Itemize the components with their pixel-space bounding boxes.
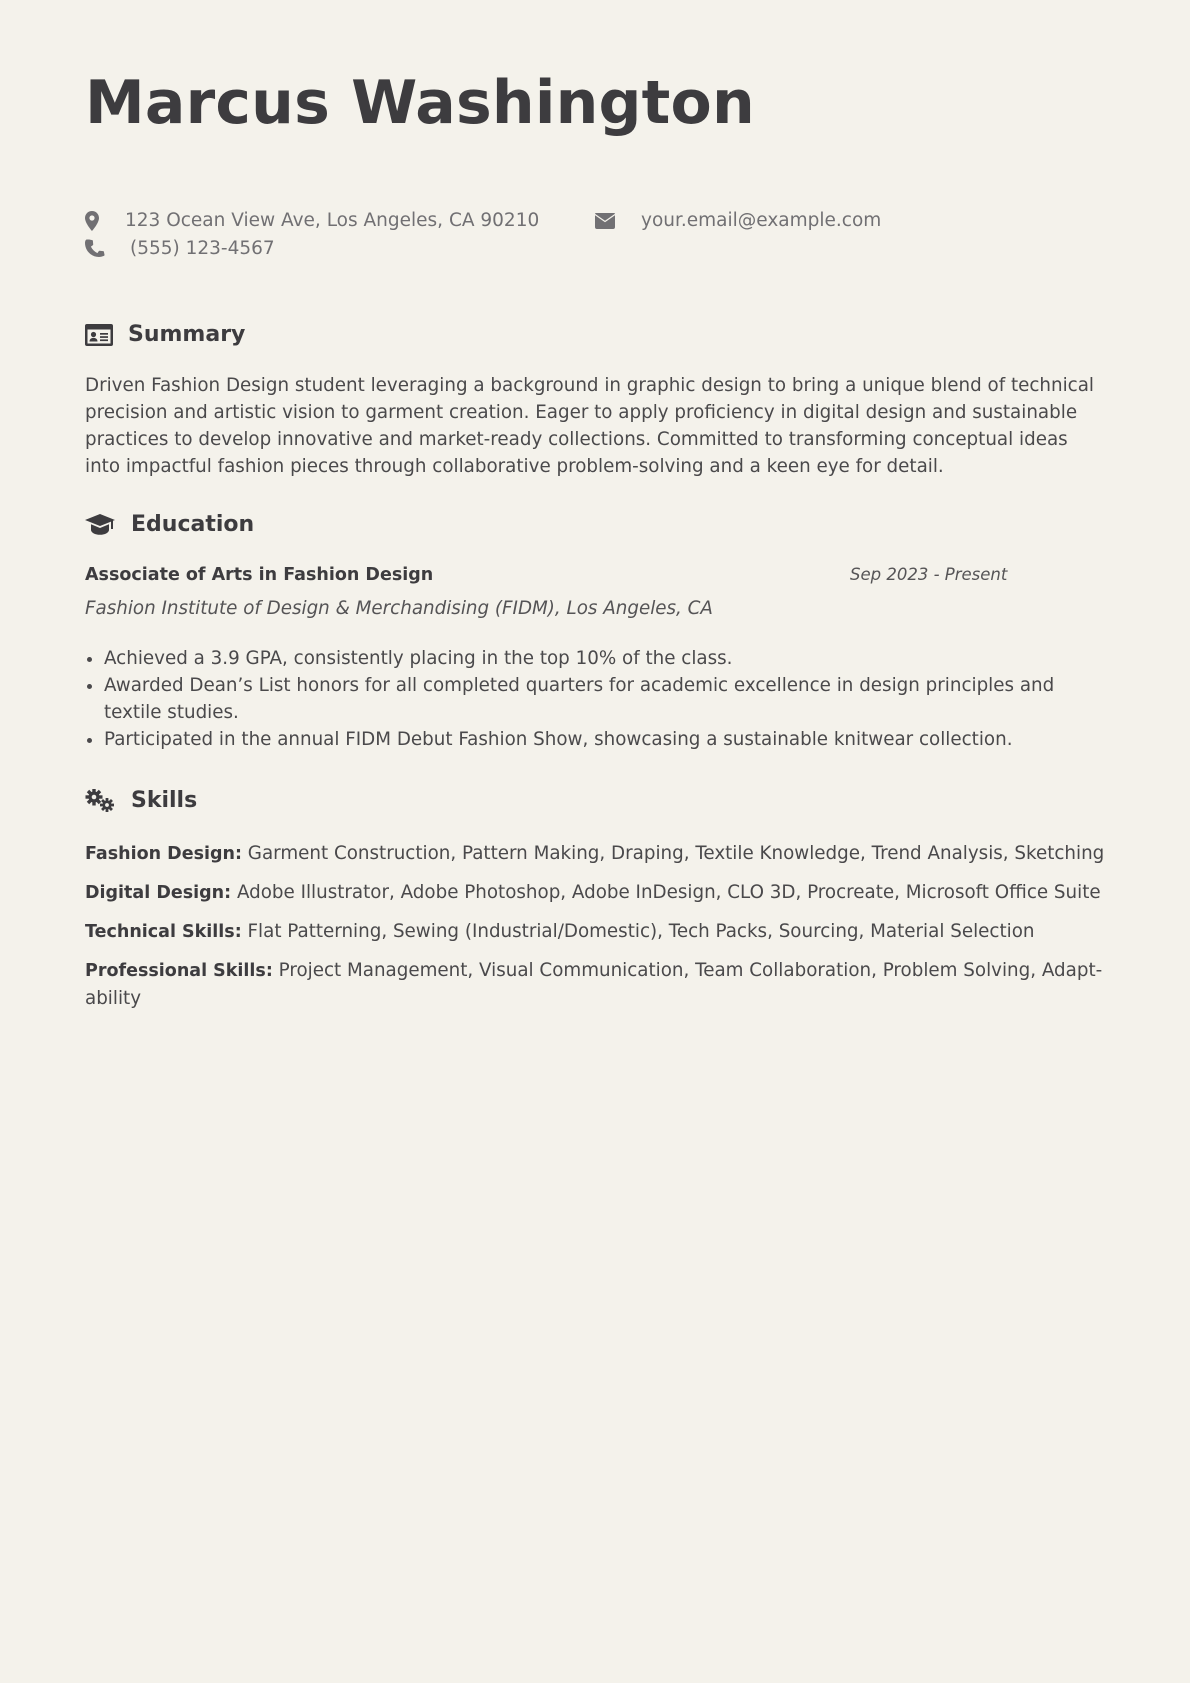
skill-row-digital-design [85,879,1105,907]
skills-list [85,840,1105,1023]
skill-value: Flat Patterning, Sewing (Industrial/Domestic), Tech Packs, Sourcing, Material Selection [247,921,1035,942]
map-marker-icon [85,211,103,231]
skill-row-technical-skills [85,918,1105,946]
envelope-icon [595,213,617,229]
contact-address [85,210,539,231]
resume-name: Marcus Washington [85,68,755,138]
email-link[interactable]: your.email@example.com [641,210,882,231]
address-text: 123 Ocean View Ave, Los Angeles, CA 90210 [125,210,540,231]
skill-label: Technical Skills: [85,922,242,942]
skill-value: Adobe Illustrator, Adobe Photoshop, Adobe InDesign, CLO 3D, Procreate, Microsoft Office Suite [236,882,1101,903]
list-item: Awarded Dean’s List honors for all completed quarters for academic excellence in design principles and textile studies. [85,672,1105,726]
list-item: Achieved a 3.9 GPA, consistently placing in the top 10% of the class. [85,645,1105,672]
education-bullets [85,645,1105,753]
cogs-icon [85,789,115,813]
degree-title: Associate of Arts in Fashion Design [85,565,434,585]
skill-row-professional-skills [85,957,1105,1012]
contact-phone [85,238,275,259]
id-card-icon [85,324,113,346]
phone-icon [85,239,107,259]
phone-text: (555) 123-4567 [130,238,275,259]
section-education-heading [85,512,254,537]
skill-value: Project Management, Visual Communication, Team Collaboration, Problem Solving, Adaptability [85,960,1103,1009]
skill-label: Digital Design: [85,883,232,903]
section-skills-heading [85,788,197,813]
skill-label: Professional Skills: [85,961,273,981]
skills-title: Skills [131,788,198,813]
contact-email [595,210,881,231]
skill-label: Fashion Design: [85,844,242,864]
skill-row-fashion-design [85,840,1105,868]
education-title: Education [131,512,255,537]
section-summary-heading [85,322,245,347]
school-name: Fashion Institute of Design & Merchandising (FIDM), Los Angeles, CA [85,598,713,619]
summary-title: Summary [128,322,246,347]
education-dates: Sep 2023 - Present [850,565,1008,584]
graduation-cap-icon [85,514,115,536]
list-item: Participated in the annual FIDM Debut Fashion Show, showcasing a sustainable knitwear collection. [85,726,1105,753]
summary-paragraph: Driven Fashion Design student leveraging a background in graphic design to bring a unique blend of technical precision and artistic vision to garment creation. Eager to apply proficiency in digital design and sustainable practices to develop innovative and market-ready collections. Committed to transforming conceptual ideas into impactful fashion pieces through collaborative problem-solving and a keen eye for detail. [85,375,1095,477]
skill-value: Garment Construction, Pattern Making, Draping, Textile Knowledge, Trend Analysis, Sketching [247,843,1105,864]
